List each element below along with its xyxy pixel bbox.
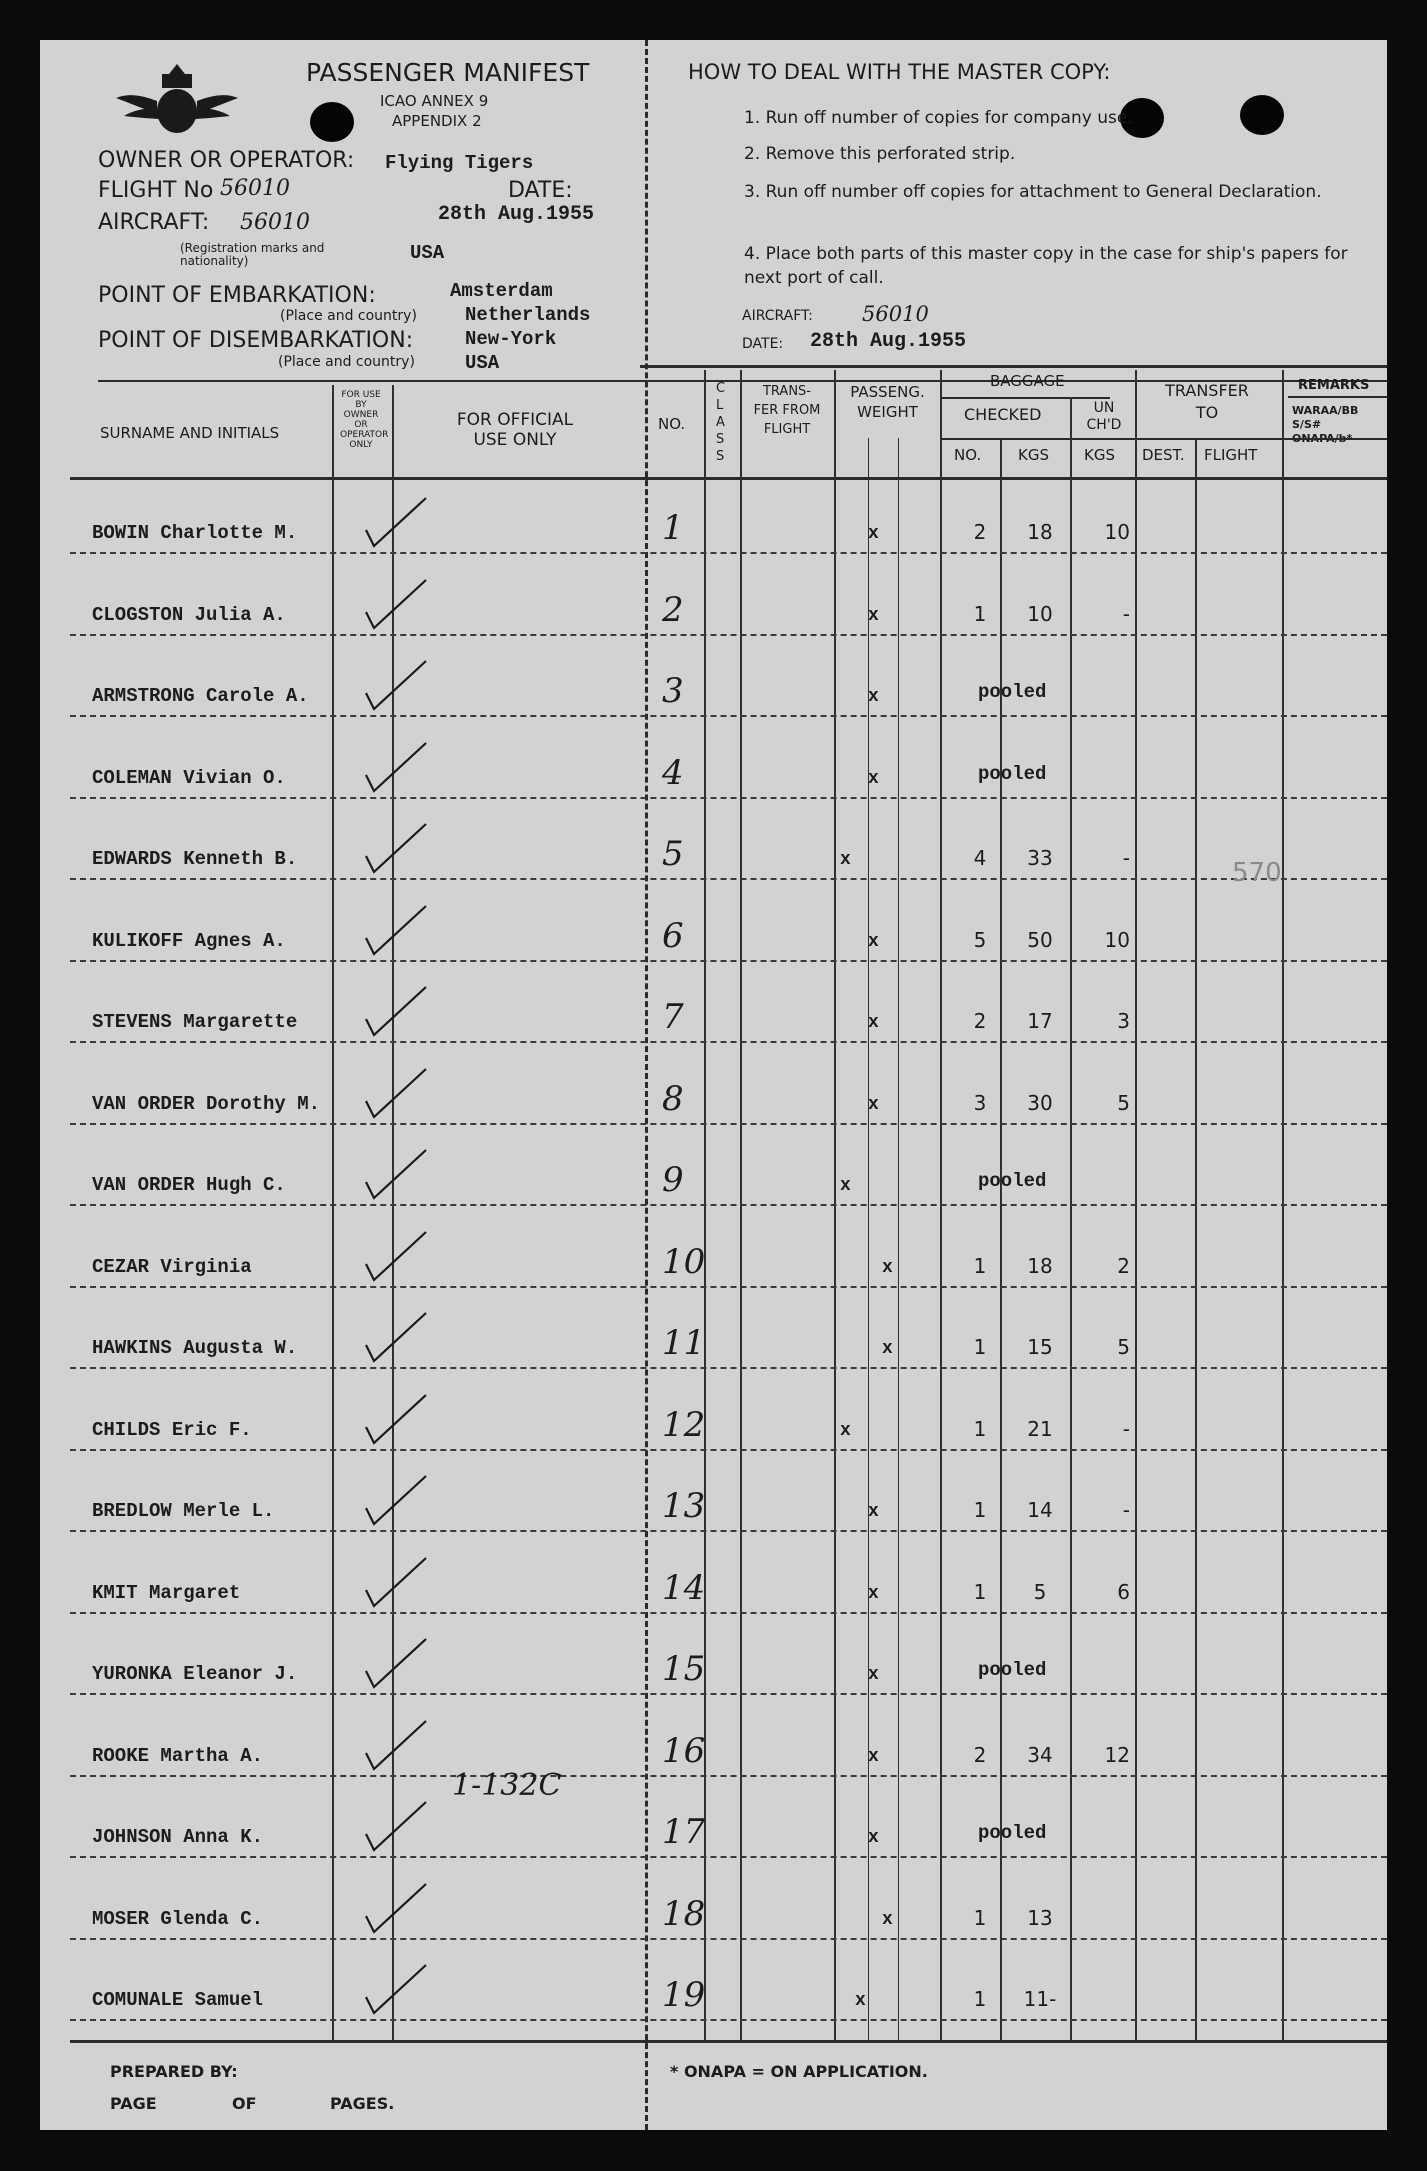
row-divider (70, 1775, 1387, 1777)
check-mark-icon (362, 737, 432, 797)
disembarkation-note: (Place and country) (278, 354, 415, 370)
weight-mark: x (882, 1258, 893, 1278)
col-class: CLASS (716, 381, 726, 464)
check-mark-icon (362, 1715, 432, 1775)
check-mark-icon (362, 818, 432, 878)
baggage-count: 1 (973, 1580, 987, 1604)
check-mark-icon (362, 1552, 432, 1612)
baggage-unchecked-kgs: 5 (1117, 1335, 1130, 1359)
row-divider (70, 2019, 1387, 2021)
weight-mark: x (868, 1013, 879, 1033)
header-rule (940, 397, 1110, 399)
check-mark-icon (362, 1307, 432, 1367)
instructions-title: HOW TO DEAL WITH THE MASTER COPY: (688, 60, 1111, 84)
check-mark-icon (362, 1796, 432, 1856)
row-divider (70, 1041, 1387, 1043)
baggage-kgs: 15 (1027, 1335, 1053, 1359)
weight-mark: x (868, 1502, 879, 1522)
row-divider (70, 1856, 1387, 1858)
baggage-unchecked-kgs: 6 (1117, 1580, 1130, 1604)
embarkation-country: Netherlands (465, 304, 591, 326)
passenger-name: BOWIN Charlotte M. (92, 522, 298, 544)
weight-mark: x (868, 687, 879, 707)
weight-mark: x (868, 932, 879, 952)
baggage-count: 5 (973, 928, 987, 952)
passenger-name: CEZAR Virginia (92, 1256, 252, 1278)
col-flight: FLIGHT (1204, 446, 1258, 464)
flight-label: FLIGHT No (98, 178, 214, 203)
header-rule (940, 438, 1387, 440)
baggage-count: 2 (973, 1743, 987, 1767)
baggage-kgs: 11- (1023, 1987, 1057, 2011)
passenger-name: MOSER Glenda C. (92, 1908, 264, 1930)
passenger-number: 17 (662, 1812, 706, 1852)
baggage-count: 1 (973, 1335, 987, 1359)
row-divider (70, 1530, 1387, 1532)
col-passeng-weight: PASSENG. WEIGHT (850, 383, 925, 421)
col-unchd: UN CH'D (1086, 400, 1122, 433)
passenger-name: KMIT Margaret (92, 1582, 241, 1604)
grid-line (868, 438, 869, 2040)
col-remarks-sub: WARAA/BB S/S# ONAPA/b* (1292, 404, 1359, 445)
row-divider (70, 1367, 1387, 1369)
check-mark-icon (362, 1959, 432, 2019)
footer-rule (70, 2040, 1387, 2043)
instruction-item: 4. Place both parts of this master copy in the case for ship's papers for next port of call. (744, 244, 1348, 288)
row-divider (70, 1693, 1387, 1695)
weight-mark: x (840, 850, 851, 870)
weight-mark: x (882, 1339, 893, 1359)
baggage-unchecked-kgs: 5 (1117, 1091, 1130, 1115)
baggage-pooled: pooled (978, 1822, 1047, 1844)
baggage-kgs: 18 (1027, 1254, 1053, 1278)
flight-value: 56010 (220, 176, 290, 201)
baggage-unchecked-kgs: 10 (1104, 520, 1130, 544)
passenger-number: 6 (662, 916, 684, 956)
baggage-unchecked-kgs: - (1122, 1417, 1130, 1441)
passenger-number: 18 (662, 1894, 706, 1934)
passenger-name: ARMSTRONG Carole A. (92, 685, 309, 707)
passenger-number: 10 (662, 1242, 706, 1282)
row-divider (70, 1449, 1387, 1451)
check-mark-icon (362, 1063, 432, 1123)
baggage-count: 2 (973, 520, 987, 544)
col-bag-no: NO. (954, 446, 982, 464)
check-mark-icon (362, 1633, 432, 1693)
grid-line (1195, 438, 1197, 2040)
check-mark-icon (362, 981, 432, 1041)
baggage-kgs: 5 (1033, 1580, 1047, 1604)
check-mark-icon (362, 1226, 432, 1286)
passenger-name: YURONKA Eleanor J. (92, 1663, 298, 1685)
baggage-kgs: 34 (1027, 1743, 1053, 1767)
passenger-number: 9 (662, 1160, 684, 1200)
weight-mark: x (868, 1747, 879, 1767)
passenger-number: 2 (662, 590, 684, 630)
strip-date-value: 28th Aug.1955 (810, 330, 967, 353)
passenger-number: 12 (662, 1405, 706, 1445)
col-checked: CHECKED (964, 405, 1042, 424)
baggage-unchecked-kgs: - (1122, 1498, 1130, 1522)
appendix-label: APPENDIX 2 (392, 112, 482, 130)
grid-line (1070, 397, 1072, 2040)
airline-crown-logo (112, 56, 242, 146)
weight-mark: x (868, 769, 879, 789)
pages-label: PAGES. (330, 2094, 395, 2113)
punch-hole (1240, 95, 1284, 135)
passenger-number: 4 (662, 753, 684, 793)
header-rule (640, 365, 1387, 368)
row-divider (70, 634, 1387, 636)
check-mark-icon (362, 1144, 432, 1204)
passenger-name: HAWKINS Augusta W. (92, 1337, 298, 1359)
check-mark-icon (362, 1389, 432, 1449)
row-divider (70, 715, 1387, 717)
baggage-unchecked-kgs: - (1122, 602, 1130, 626)
baggage-kgs: 18 (1027, 520, 1053, 544)
passenger-name: COMUNALE Samuel (92, 1989, 264, 2011)
punch-hole (310, 102, 354, 142)
passenger-number: 5 (662, 834, 684, 874)
manifest-title: PASSENGER MANIFEST (306, 58, 590, 87)
passenger-number: 14 (662, 1568, 706, 1608)
check-mark-icon (362, 492, 432, 552)
passenger-number: 11 (662, 1323, 706, 1363)
baggage-unchecked-kgs: - (1122, 846, 1130, 870)
passenger-name: BREDLOW Merle L. (92, 1500, 275, 1522)
col-kgs: KGS (1018, 446, 1049, 464)
aircraft-value: 56010 (240, 210, 310, 235)
strip-date-label: DATE: (742, 336, 784, 352)
passenger-number: 19 (662, 1975, 706, 2015)
strip-aircraft-label: AIRCRAFT: (742, 308, 813, 324)
passenger-number: 1 (662, 508, 684, 548)
owner-label: OWNER OR OPERATOR: (98, 148, 355, 173)
baggage-kgs: 33 (1027, 846, 1053, 870)
table-header-rule (70, 477, 1387, 480)
instruction-item: 1. Run off number of copies for company use. (744, 108, 1133, 128)
check-mark-icon (362, 574, 432, 634)
baggage-count: 3 (973, 1091, 987, 1115)
of-label: OF (232, 2094, 257, 2113)
check-mark-icon (362, 1470, 432, 1530)
passenger-name: JOHNSON Anna K. (92, 1826, 264, 1848)
row-divider (70, 1938, 1387, 1940)
registration-note: (Registration marks and nationality) (180, 241, 325, 268)
embarkation-label: POINT OF EMBARKATION: (98, 283, 376, 308)
col-kgs-unchecked: KGS (1084, 446, 1115, 464)
official-handwritten-note: 1-132C (452, 1768, 562, 1803)
col-transfer-from: TRANS-FER FROM FLIGHT (753, 384, 821, 437)
col-remarks: REMARKS (1298, 378, 1370, 393)
baggage-count: 1 (973, 1906, 987, 1930)
check-mark-icon (362, 900, 432, 960)
passenger-name: COLEMAN Vivian O. (92, 767, 286, 789)
baggage-unchecked-kgs: 2 (1117, 1254, 1130, 1278)
nationality-value: USA (410, 242, 445, 264)
passenger-number: 13 (662, 1486, 706, 1526)
row-divider (70, 1286, 1387, 1288)
weight-mark: x (840, 1176, 851, 1196)
baggage-count: 1 (973, 1254, 987, 1278)
grid-line (1000, 438, 1002, 2040)
row-divider (70, 1123, 1387, 1125)
grid-line (898, 438, 899, 2040)
baggage-pooled: pooled (978, 681, 1047, 703)
col-surname: SURNAME AND INITIALS (100, 424, 280, 442)
weight-mark: x (868, 1665, 879, 1685)
passenger-name: VAN ORDER Hugh C. (92, 1174, 286, 1196)
baggage-kgs: 13 (1027, 1906, 1053, 1930)
disembarkation-city: New-York (465, 328, 557, 350)
row-divider (70, 1204, 1387, 1206)
onapa-note: * ONAPA = ON APPLICATION. (670, 2062, 928, 2081)
baggage-kgs: 21 (1027, 1417, 1053, 1441)
passenger-name: CHILDS Eric F. (92, 1419, 252, 1441)
row-divider (70, 797, 1387, 799)
baggage-kgs: 14 (1027, 1498, 1053, 1522)
baggage-count: 2 (973, 1009, 987, 1033)
col-transfer-to: TRANSFER TO (1165, 381, 1249, 422)
baggage-pooled: pooled (978, 1170, 1047, 1192)
date-label: DATE: (508, 178, 573, 203)
baggage-unchecked-kgs: 12 (1104, 1743, 1130, 1767)
date-value: 28th Aug.1955 (438, 203, 595, 226)
baggage-count: 1 (973, 602, 987, 626)
weight-mark: x (840, 1421, 851, 1441)
passenger-number: 15 (662, 1649, 706, 1689)
check-mark-icon (362, 1878, 432, 1938)
col-for-use: FOR USE BY OWNER OR OPERATOR ONLY (340, 390, 389, 450)
col-baggage: BAGGAGE (990, 372, 1065, 390)
row-divider (70, 878, 1387, 880)
weight-mark: x (855, 1991, 866, 2011)
perforation-line (645, 40, 648, 2130)
annex-label: ICAO ANNEX 9 (380, 92, 489, 110)
manifest-sheet (40, 40, 1387, 2130)
strip-aircraft-value: 56010 (862, 302, 929, 326)
passenger-name: STEVENS Margarette (92, 1011, 298, 1033)
baggage-count: 1 (973, 1417, 987, 1441)
baggage-kgs: 17 (1027, 1009, 1053, 1033)
header-rule (1288, 396, 1387, 398)
passenger-name: CLOGSTON Julia A. (92, 604, 286, 626)
passenger-name: ROOKE Martha A. (92, 1745, 264, 1767)
weight-mark: x (868, 1828, 879, 1848)
passenger-name: KULIKOFF Agnes A. (92, 930, 286, 952)
disembarkation-label: POINT OF DISEMBARKATION: (98, 328, 414, 353)
check-mark-icon (362, 655, 432, 715)
baggage-kgs: 50 (1027, 928, 1053, 952)
baggage-count: 4 (973, 846, 987, 870)
passenger-name: VAN ORDER Dorothy M. (92, 1093, 321, 1115)
passenger-number: 8 (662, 1079, 684, 1119)
embarkation-city: Amsterdam (450, 280, 553, 302)
page-label: PAGE (110, 2094, 157, 2113)
owner-value: Flying Tigers (385, 152, 534, 174)
instruction-item: 3. Run off number off copies for attachment to General Declaration. (744, 182, 1322, 202)
baggage-kgs: 10 (1027, 602, 1053, 626)
col-official: FOR OFFICIAL USE ONLY (456, 410, 574, 450)
baggage-kgs: 30 (1027, 1091, 1053, 1115)
baggage-count: 1 (973, 1987, 987, 2011)
weight-mark: x (868, 1095, 879, 1115)
disembarkation-country: USA (465, 352, 500, 374)
col-no: NO. (658, 415, 686, 433)
col-dest: DEST. (1142, 446, 1185, 464)
baggage-count: 1 (973, 1498, 987, 1522)
prepared-by-label: PREPARED BY: (110, 2062, 238, 2081)
row-divider (70, 552, 1387, 554)
instruction-item: 2. Remove this perforated strip. (744, 144, 1016, 164)
weight-mark: x (882, 1910, 893, 1930)
baggage-pooled: pooled (978, 763, 1047, 785)
passenger-number: 7 (662, 997, 684, 1037)
passenger-name: EDWARDS Kenneth B. (92, 848, 298, 870)
row-divider (70, 1612, 1387, 1614)
baggage-unchecked-kgs: 3 (1117, 1009, 1130, 1033)
aircraft-label: AIRCRAFT: (98, 210, 210, 235)
weight-mark: x (868, 524, 879, 544)
weight-mark: x (868, 1584, 879, 1604)
baggage-pooled: pooled (978, 1659, 1047, 1681)
row-divider (70, 960, 1387, 962)
weight-mark: x (868, 606, 879, 626)
passenger-number: 16 (662, 1731, 706, 1771)
passenger-number: 3 (662, 671, 684, 711)
stray-pencil-mark: 570 (1232, 858, 1282, 888)
baggage-unchecked-kgs: 10 (1104, 928, 1130, 952)
embarkation-note: (Place and country) (280, 308, 417, 324)
